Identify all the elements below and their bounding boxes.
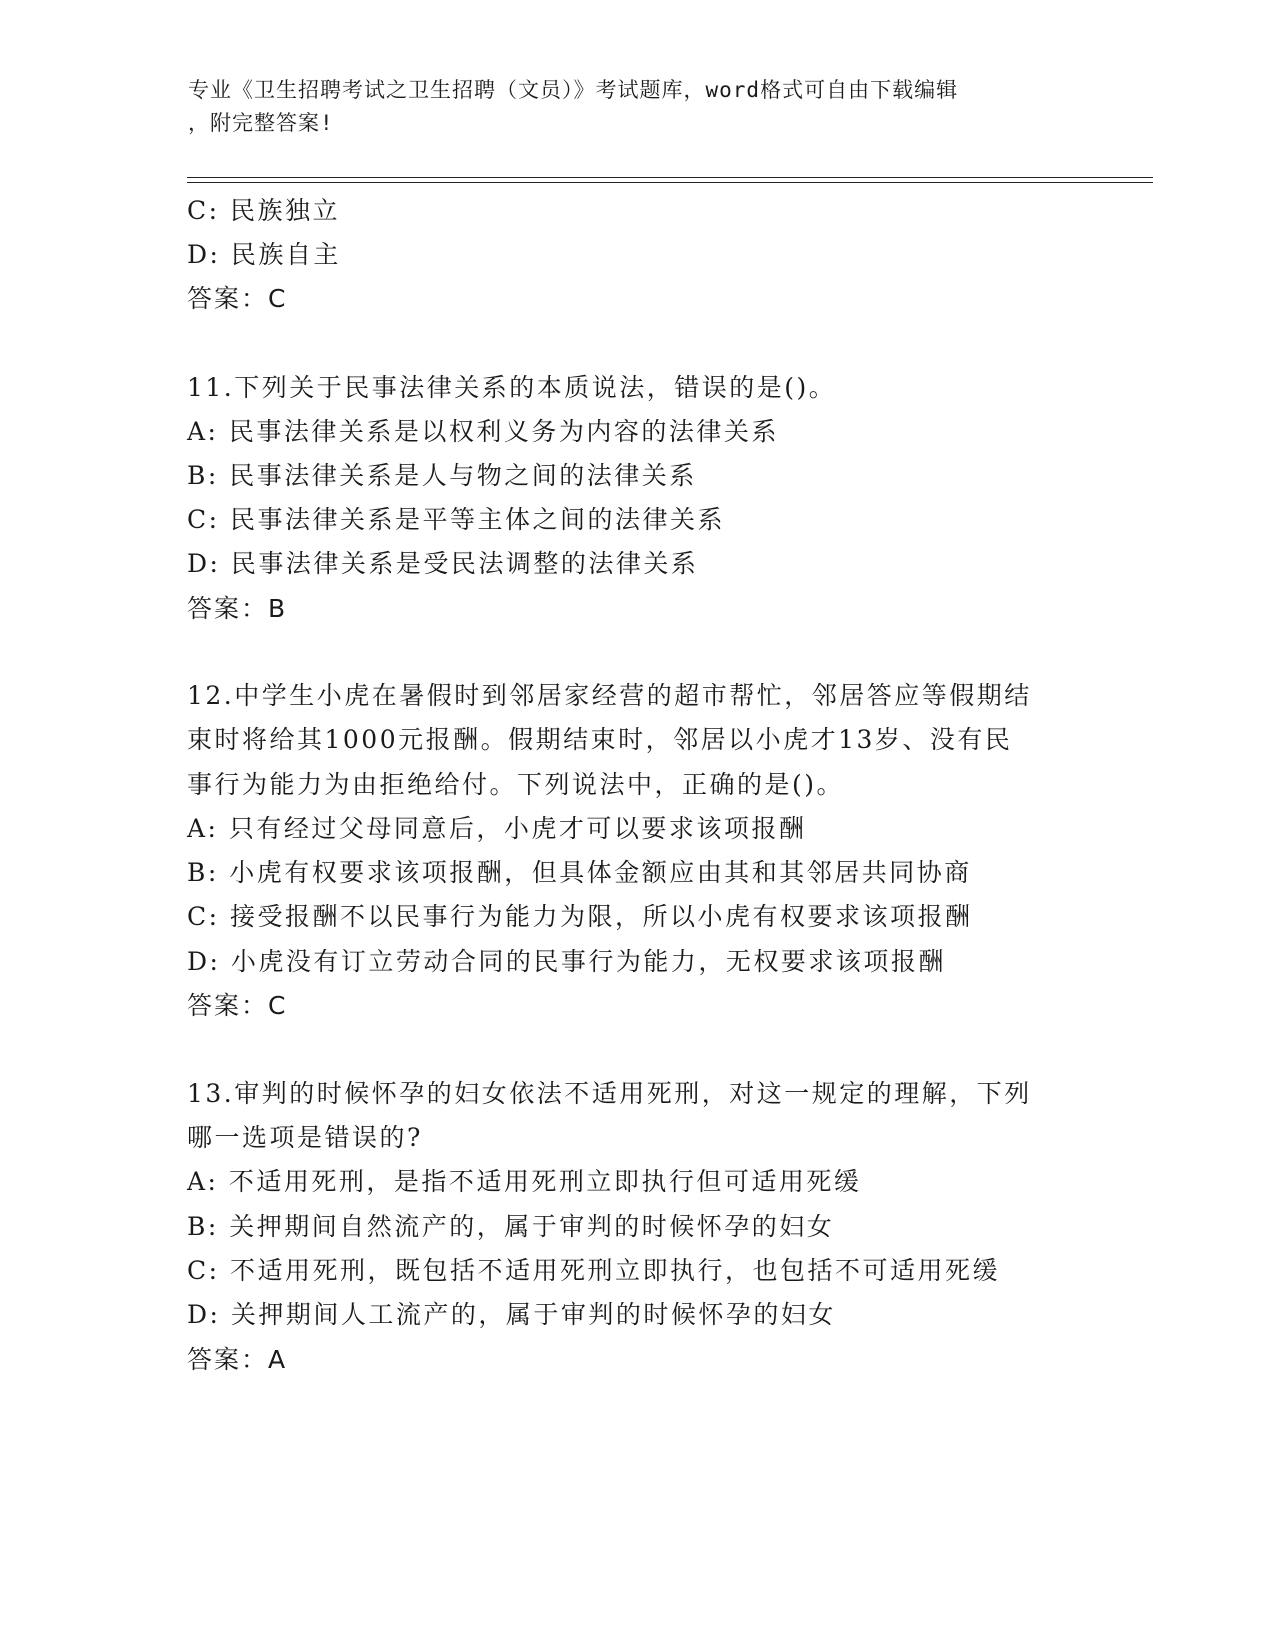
q10-option-c: C: 民族独立 [187,196,340,225]
header-divider-top [187,177,1153,178]
header-line-1: 专业《卫生招聘考试之卫生招聘（文员）》考试题库，word格式可自由下载编辑 [188,78,959,102]
q13-option-b: B: 关押期间自然流产的，属于审判的时候怀孕的妇女 [187,1212,835,1241]
q11-option-c: C: 民事法律关系是平等主体之间的法律关系 [187,505,725,534]
q13-option-d: D: 关押期间人工流产的，属于审判的时候怀孕的妇女 [187,1300,836,1329]
q11-answer: 答案：B [187,594,288,623]
q12-stem-line-2: 束时将给其1000元报酬。假期结束时，邻居以小虎才13岁、没有民 [187,725,1013,754]
q11-option-b: B: 民事法律关系是人与物之间的法律关系 [187,461,697,490]
q10-option-d: D: 民族自主 [187,240,341,269]
q11-option-a: A: 民事法律关系是以权利义务为内容的法律关系 [187,417,779,446]
q12-answer: 答案：C [187,991,288,1020]
page-header [188,74,1068,140]
q12-option-b: B: 小虎有权要求该项报酬，但具体金额应由其和其邻居共同协商 [187,858,972,887]
q12-option-a: A: 只有经过父母同意后，小虎才可以要求该项报酬 [187,814,807,843]
q13-stem-line-2: 哪一选项是错误的? [187,1123,423,1152]
q12-stem-line-3: 事行为能力为由拒绝给付。下列说法中，正确的是()。 [187,770,845,799]
q13-option-c: C: 不适用死刑，既包括不适用死刑立即执行，也包括不可适用死缓 [187,1256,1001,1285]
header-divider-bottom [187,182,1153,183]
q11-stem: 11.下列关于民事法律关系的本质说法，错误的是()。 [187,373,837,402]
q13-option-a: A: 不适用死刑，是指不适用死刑立即执行但可适用死缓 [187,1167,862,1196]
q12-stem-line-1: 12.中学生小虎在暑假时到邻居家经营的超市帮忙，邻居答应等假期结 [187,681,1032,710]
q13-answer: 答案：A [187,1345,288,1374]
q11-option-d: D: 民事法律关系是受民法调整的法律关系 [187,549,699,578]
header-line-2: ，附完整答案! [188,111,334,135]
q13-stem-line-1: 13.审判的时候怀孕的妇女依法不适用死刑，对这一规定的理解，下列 [187,1079,1032,1108]
q12-option-c: C: 接受报酬不以民事行为能力为限，所以小虎有权要求该项报酬 [187,902,973,931]
q10-answer: 答案：C [187,284,288,313]
q12-option-d: D: 小虎没有订立劳动合同的民事行为能力，无权要求该项报酬 [187,947,946,976]
